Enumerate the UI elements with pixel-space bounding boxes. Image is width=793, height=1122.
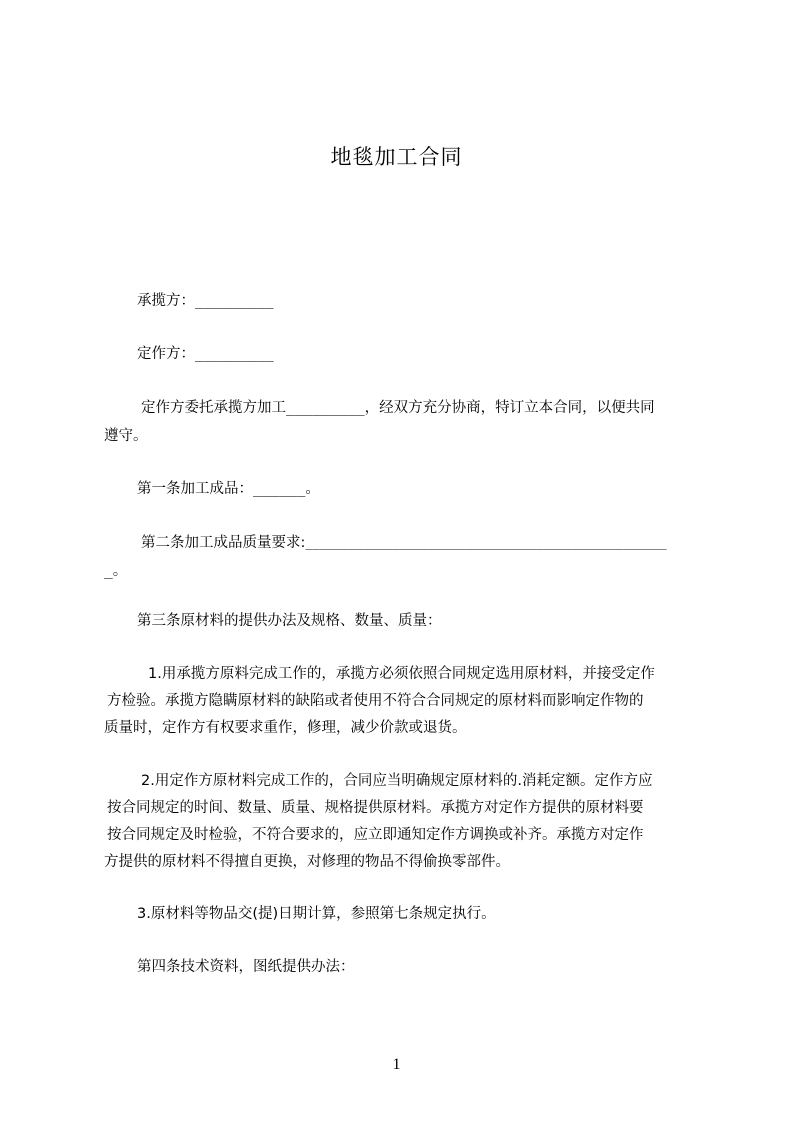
- article2-line2-blank: _: [104, 563, 113, 579]
- page-title: 地毯加工合同: [330, 145, 463, 169]
- preamble-blank: _________: [286, 400, 365, 416]
- preamble-line-1: [141, 398, 655, 418]
- article2-text: 第二条加工成品质量要求:: [141, 535, 306, 551]
- article2-line2-end: 。: [112, 563, 128, 579]
- article1-blank: ______: [253, 481, 306, 497]
- orderer-line: [137, 344, 274, 364]
- article2-line-2: [104, 561, 127, 581]
- orderer-label: 定作方：: [137, 346, 195, 362]
- contractor-line: [137, 291, 274, 311]
- article4-heading: 第四条技术资料，图纸提供办法：: [137, 959, 355, 975]
- preamble-text-end: ，经双方充分协商，特订立本合同，以便共同: [364, 400, 655, 416]
- article3-clause3: 3.原材料等物品交(提)日期计算，参照第七条规定执行。: [137, 906, 496, 922]
- contractor-blank: _________: [195, 293, 274, 309]
- article3-heading: 第三条原材料的提供办法及规格、数量、质量：: [137, 613, 442, 629]
- orderer-blank: _________: [195, 346, 274, 362]
- preamble-line-2: 遵守。: [104, 428, 148, 444]
- page-number: 1: [392, 1056, 401, 1073]
- article3-clause2-line-3: 按合同规定及时检验，不符合要求的，应立即通知定作方调换或补齐。承揽方对定作: [107, 827, 644, 843]
- article2-line-1: [141, 533, 667, 553]
- article3-clause2-line-2: 按合同规定的时间、数量、质量、规格提供原材料。承揽方对定作方提供的原材料要: [107, 800, 644, 816]
- article1-text: 第一条加工成品：: [137, 481, 253, 497]
- article3-clause2-line-1: 2.用定作方原材料完成工作的，合同应当明确规定原材料的.消耗定额。定作方应: [141, 773, 653, 789]
- article3-clause2-line-4: 方提供的原材料不得擅自更换，对修理的物品不得偷换零部件。: [104, 854, 510, 870]
- preamble-text-start: 定作方委托承揽方加工: [141, 400, 286, 416]
- article2-blank: __________________________________________________: [305, 536, 667, 550]
- article1-end: 。: [305, 481, 320, 497]
- contractor-label: 承揽方：: [137, 293, 195, 309]
- article3-clause1-line-2: 方检验。承揽方隐瞒原材料的缺陷或者使用不符合合同规定的原材料而影响定作物的: [107, 693, 644, 709]
- article3-clause1-line-1: 1.用承揽方原料完成工作的，承揽方必须依照合同规定选用原材料，并接受定作: [148, 666, 655, 682]
- article3-clause1-line-3: 质量时，定作方有权要求重作，修理，减少价款或退货。: [104, 720, 467, 736]
- article1-line: [137, 479, 320, 499]
